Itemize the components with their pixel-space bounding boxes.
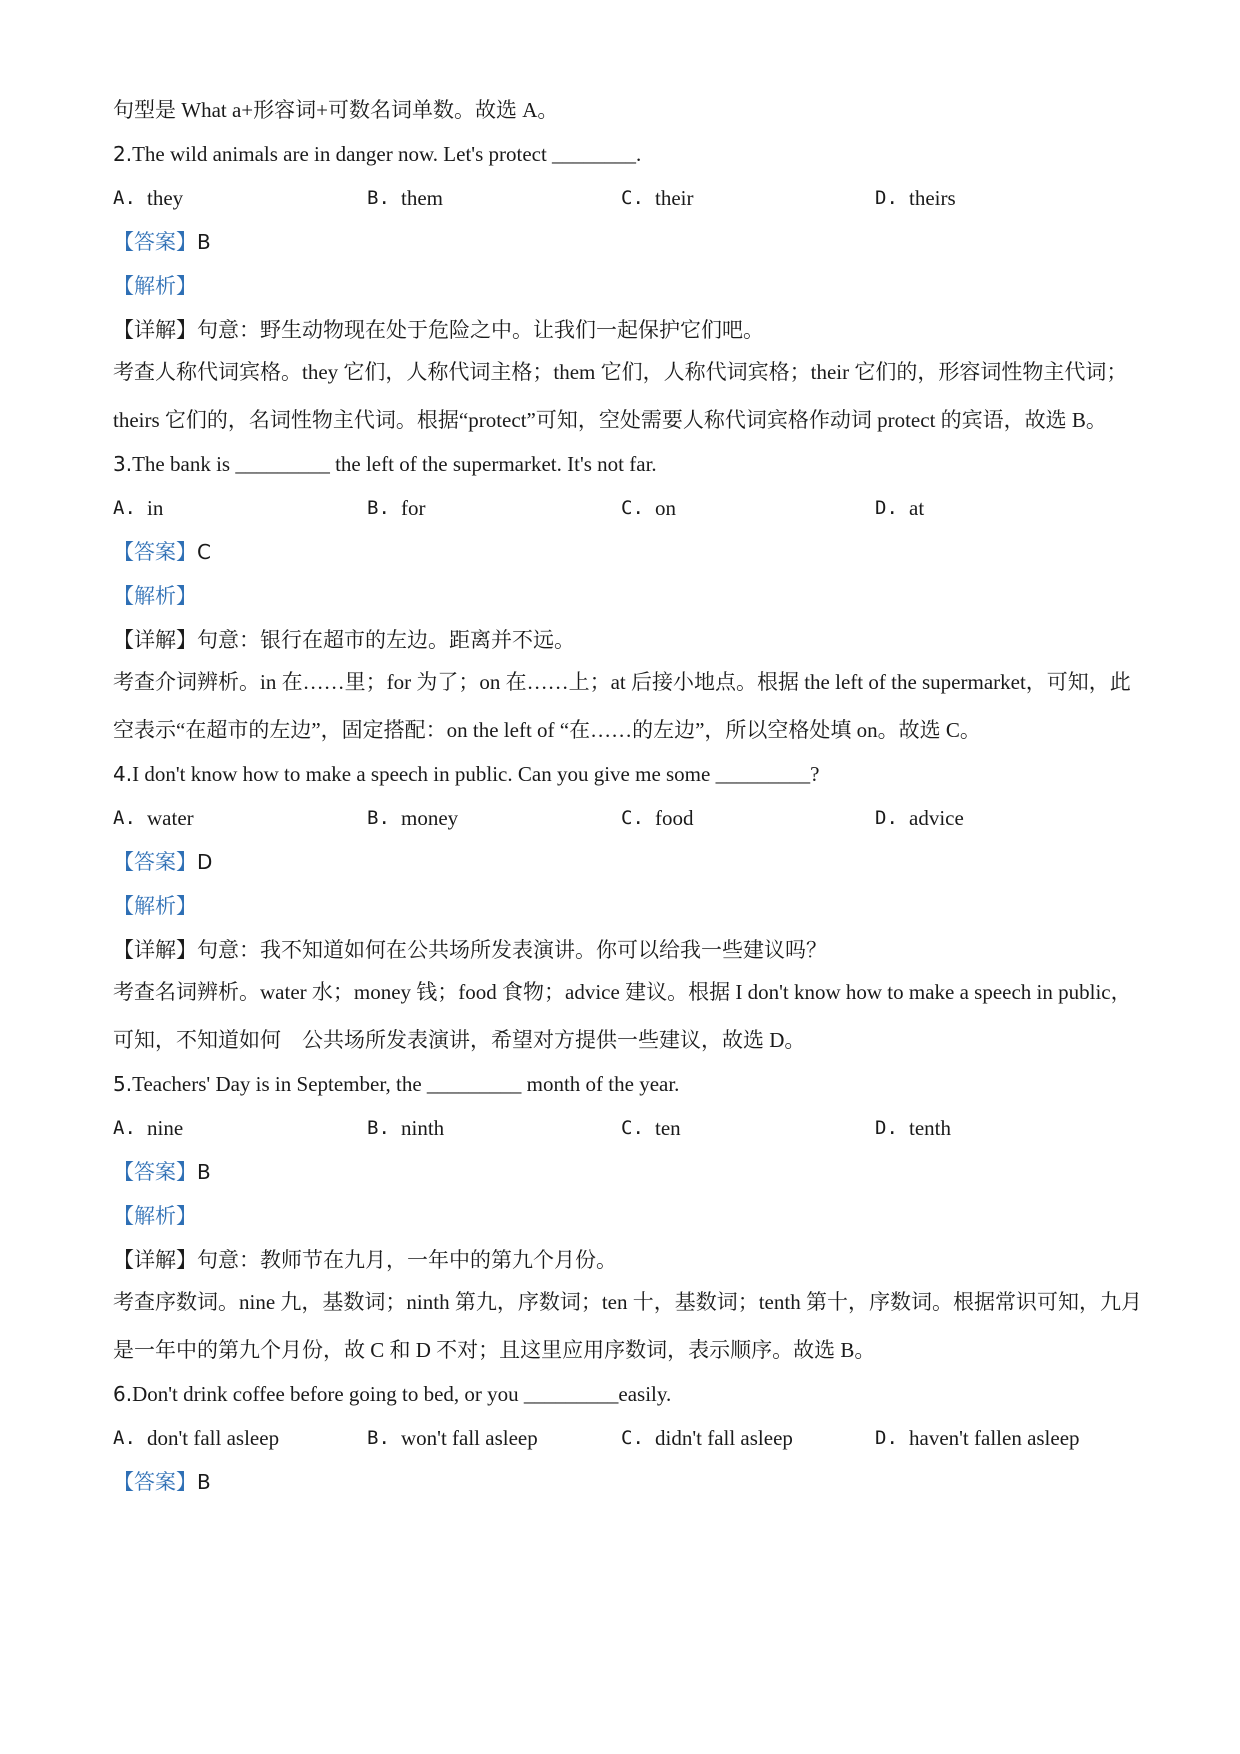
option-text: food [655,806,694,830]
option-letter: B. [367,1427,390,1449]
question-text: I don't know how to make a speech in public. Can you give me some _________? [132,762,820,786]
answer-line [113,1158,1143,1186]
option-text: them [401,186,443,210]
option-letter: A. [113,807,136,829]
option-d [875,804,1129,832]
option-text: won't fall asleep [401,1426,538,1450]
option-text: on [655,496,676,520]
option-b [367,184,621,212]
analysis-label: 【解析】 [113,1204,197,1228]
option-b [367,1424,621,1452]
option-text: their [655,186,694,210]
option-letter: D. [875,187,898,209]
option-c [621,494,875,522]
explanation-text: 考查人称代词宾格。they 它们，人称代词主格；them 它们，人称代词宾格；their 它们的，形容词性物主代词；theirs 它们的，名词性物主代词。根据“protect”可知，空处需要人称代词宾格作动词 protect 的宾语，故选 B。 [113,360,1128,432]
options-row [113,804,1143,832]
detail-text: 【详解】句意：我不知道如何在公共场所发表演讲。你可以给我一些建议吗？ [113,938,827,962]
question-2 [113,140,1143,444]
option-letter: D. [875,1427,898,1449]
detail-text: 【详解】句意：野生动物现在处于危险之中。让我们一起保护它们吧。 [113,318,764,342]
answer-value: C [197,540,211,564]
option-text: theirs [909,186,956,210]
answer-line [113,848,1143,876]
intro-text: 句型是 What a+形容词+可数名词单数。故选 A。 [113,98,559,122]
question-text: The wild animals are in danger now. Let's protect ________. [132,142,642,166]
option-letter: A. [113,497,136,519]
detail-text: 【详解】句意：教师节在九月，一年中的第九个月份。 [113,1248,617,1272]
option-a [113,804,367,832]
answer-line [113,538,1143,566]
options-row [113,184,1143,212]
option-letter: D. [875,497,898,519]
answer-label: 【答案】 [113,230,197,254]
detail-text: 【详解】句意：银行在超市的左边。距离并不远。 [113,628,575,652]
option-text: at [909,496,925,520]
question-stem [113,760,1143,788]
option-text: nine [147,1116,184,1140]
question-number: 5. [113,1072,133,1096]
option-b [367,804,621,832]
question-4 [113,760,1143,1064]
question-text: Don't drink coffee before going to bed, or you _________easily. [132,1382,672,1406]
answer-value: D [197,850,213,874]
question-stem [113,450,1143,478]
analysis-label: 【解析】 [113,274,197,298]
option-a [113,1114,367,1142]
option-d [875,1114,1129,1142]
options-row [113,494,1143,522]
answer-value: B [197,230,211,254]
option-text: didn't fall asleep [655,1426,793,1450]
option-letter: C. [621,1427,644,1449]
option-a [113,1424,367,1452]
question-3 [113,450,1143,754]
question-number: 4. [113,762,133,786]
option-letter: C. [621,497,644,519]
document-page [113,96,1143,1496]
question-number: 3. [113,452,133,476]
option-d [875,184,1129,212]
option-letter: A. [113,1117,136,1139]
option-b [367,494,621,522]
option-text: ninth [401,1116,445,1140]
option-letter: C. [621,807,644,829]
option-a [113,184,367,212]
option-letter: B. [367,187,390,209]
option-letter: B. [367,807,390,829]
answer-value: B [197,1160,211,1184]
option-text: haven't fallen asleep [909,1426,1080,1450]
option-a [113,494,367,522]
answer-line [113,1468,1143,1496]
question-5 [113,1070,1143,1374]
question-6 [113,1380,1143,1496]
option-letter: A. [113,1427,136,1449]
option-c [621,184,875,212]
answer-label: 【答案】 [113,1470,197,1494]
question-number: 6. [113,1382,133,1406]
option-letter: B. [367,1117,390,1139]
options-row [113,1114,1143,1142]
option-d [875,494,1129,522]
question-stem [113,140,1143,168]
option-text: don't fall asleep [147,1426,280,1450]
option-letter: A. [113,187,136,209]
analysis-label: 【解析】 [113,584,197,608]
option-letter: C. [621,1117,644,1139]
question-number: 2. [113,142,133,166]
explanation-text: 考查序数词。nine 九，基数词；ninth 第九，序数词；ten 十，基数词；tenth 第十，序数词。根据常识可知，九月是一年中的第九个月份，故 C 和 D 不对；且这里应用序数词，表示顺序。故选 B。 [113,1290,1142,1362]
option-d [875,1424,1129,1452]
option-letter: D. [875,1117,898,1139]
answer-label: 【答案】 [113,850,197,874]
option-c [621,1114,875,1142]
question-stem [113,1070,1143,1098]
option-text: in [147,496,164,520]
option-letter: D. [875,807,898,829]
question-text: The bank is _________ the left of the supermarket. It's not far. [132,452,657,476]
question-text: Teachers' Day is in September, the _________ month of the year. [132,1072,680,1096]
option-letter: C. [621,187,644,209]
option-text: for [401,496,426,520]
answer-value: B [197,1470,211,1494]
option-text: money [401,806,459,830]
option-text: they [147,186,184,210]
explanation-text: 考查名词辨析。water 水；money 钱；food 食物；advice 建议。根据 I don't know how to make a speech in public，可知，不知道如何 公共场所发表演讲，希望对方提供一些建议，故选 D。 [113,980,1132,1052]
answer-label: 【答案】 [113,1160,197,1184]
option-letter: B. [367,497,390,519]
question-stem [113,1380,1143,1408]
option-b [367,1114,621,1142]
answer-line [113,228,1143,256]
options-row [113,1424,1143,1452]
explanation-text: 考查介词辨析。in 在……里；for 为了；on 在……上；at 后接小地点。根据 the left of the supermarket，可知，此空表示“在超市的左边”，固定搭配：on the left of “在……的左边”，所以空格处填 on。故选 C。 [113,670,1131,742]
option-c [621,1424,875,1452]
option-text: advice [909,806,964,830]
option-text: tenth [909,1116,951,1140]
analysis-label: 【解析】 [113,894,197,918]
option-c [621,804,875,832]
option-text: ten [655,1116,681,1140]
answer-label: 【答案】 [113,540,197,564]
option-text: water [147,806,194,830]
